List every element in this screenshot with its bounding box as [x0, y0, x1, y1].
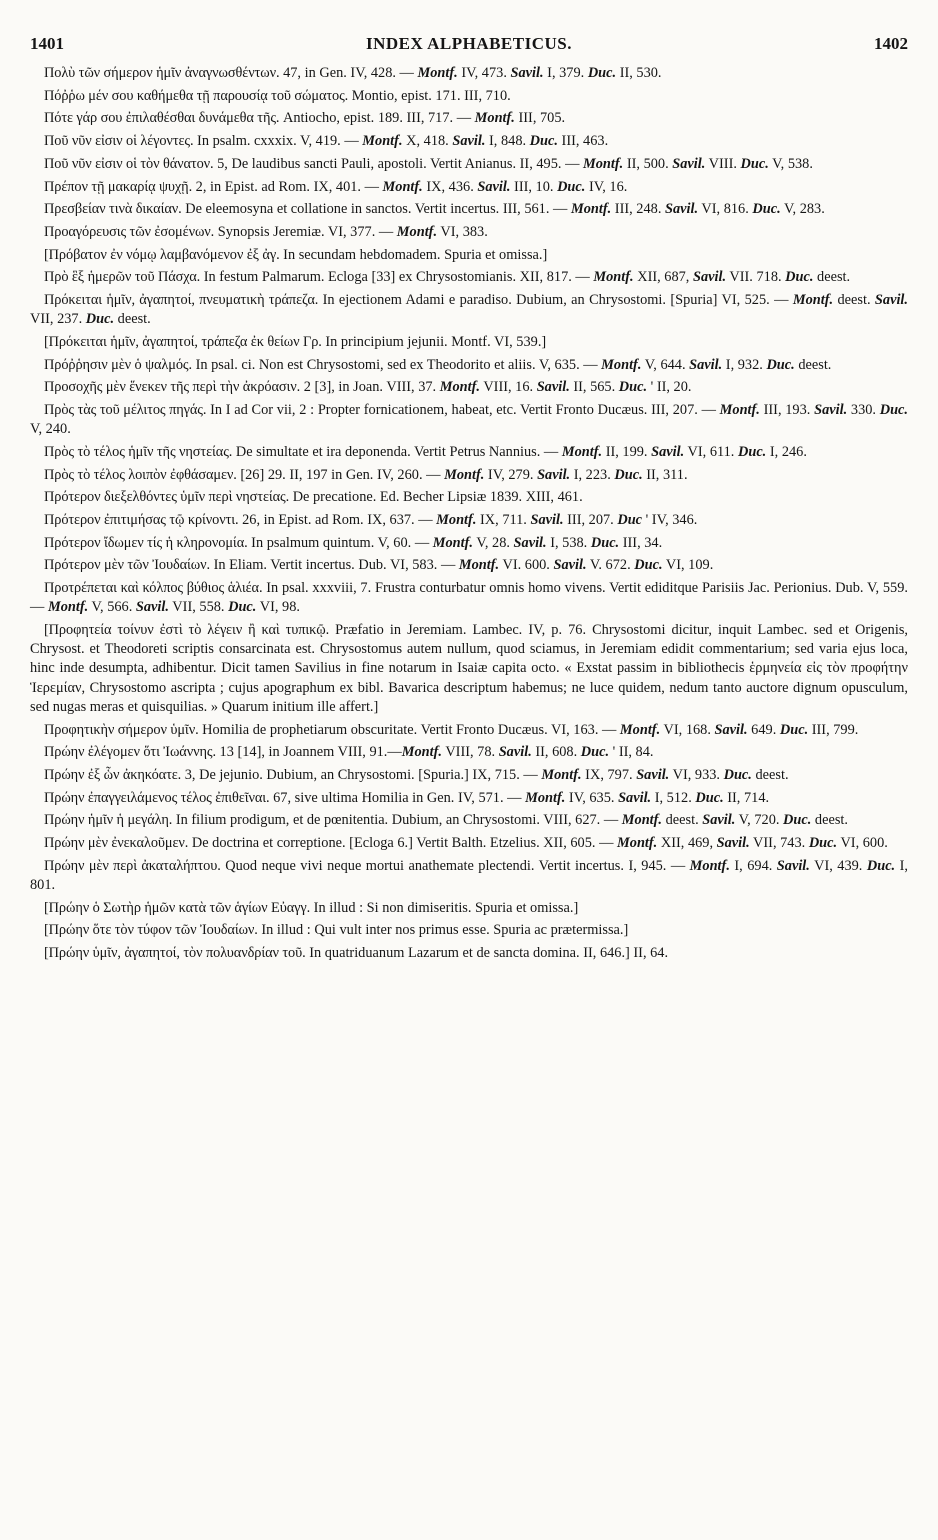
entry-reference: 5, De laudibus sancti Pauli, apostoli. Vertit Anianus. II, 495. —: [213, 155, 583, 172]
index-entry: [30, 556, 908, 575]
index-entries: [30, 64, 908, 963]
entry-incipit: Πρὸς τὸ τέλος λοιπὸν ἐφθάσαμεν.: [44, 466, 237, 483]
index-entry: [30, 721, 908, 740]
entry-incipit: Πρώην ἐπαγγειλάμενος τέλος ἐπιθεῖναι.: [44, 789, 270, 806]
ducaeus-ref: II, 311.: [642, 466, 688, 483]
savile-ref: 649.: [747, 721, 780, 738]
montfaucon-ref: VIII, 78.: [442, 744, 499, 761]
montfaucon-ref: VIII, 16.: [480, 379, 537, 396]
ducaeus-ref: VI, 98.: [256, 599, 300, 616]
ducaeus-label: Duc.: [808, 835, 838, 852]
savile-label: Savil.: [692, 269, 727, 286]
index-entry: [30, 511, 908, 530]
entry-incipit: Πρότερον διεξελθόντες ὑμῖν περὶ νηστείας.: [44, 489, 290, 506]
entry-reference: Homilia de prophetiarum obscuritate. Vertit Fronto Ducæus. VI, 163. —: [198, 721, 620, 738]
savile-ref: VII, 558.: [168, 599, 229, 616]
ducaeus-label: Duc.: [785, 269, 814, 286]
entry-incipit: Ποῦ νῦν εἰσιν οἱ λέγοντες.: [44, 133, 194, 150]
index-entry: [30, 579, 908, 617]
montfaucon-label: Montf.: [458, 557, 500, 574]
savile-ref: V. 672.: [586, 557, 635, 574]
index-entry: [30, 268, 908, 287]
montfaucon-label: Montf.: [436, 512, 477, 529]
savile-ref: VII, 237.: [30, 311, 86, 328]
entry-incipit: Ποῦ νῦν εἰσιν οἱ τὸν θάνατον.: [44, 155, 214, 172]
entry-reference: [26] 29. II, 197 in Gen. IV, 260. —: [236, 466, 445, 483]
ducaeus-ref: ' IV, 346.: [642, 512, 698, 529]
entry-incipit: Πρότερον ἐπιτιμήσας τῷ κρίνοντι.: [44, 512, 239, 529]
entry-reference: In psal. ci. Non est Chrysostomi, sed ex Theodorito et aliis. V, 635. —: [192, 356, 602, 373]
montfaucon-label: Montf.: [417, 65, 458, 81]
montfaucon-ref: II, 500.: [623, 155, 673, 172]
ducaeus-label: Duc.: [587, 65, 617, 81]
entry-incipit: [Πρώην ὁ Σωτὴρ ἡμῶν κατὰ τῶν ἁγίων Εὐαγγ.: [44, 899, 311, 916]
entry-incipit: Προτρέπεται καὶ κόλπος βύθιος ἁλιέα.: [44, 580, 263, 597]
ducaeus-label: Duc.: [695, 789, 724, 806]
index-entry: [30, 743, 908, 762]
montfaucon-label: Montf.: [619, 721, 661, 738]
entry-reference: In psalmum quintum. V, 60. —: [247, 534, 433, 551]
montfaucon-ref: IX, 711.: [476, 512, 531, 529]
index-entry: [30, 333, 908, 352]
entry-reference: In ejectionem Adami e paradiso. Dubium, an Chrysostomi. [Spuria] VI, 525. —: [318, 292, 793, 309]
montfaucon-label: Montf.: [570, 201, 612, 218]
entry-reference: 3, De jejunio. Dubium, an Chrysostomi. [Spuria.] IX, 715. —: [181, 767, 542, 783]
montfaucon-ref: XII, 687,: [633, 269, 693, 286]
entry-reference: De doctrina et correptione. [Ecloga 6.] Vertit Balth. Etzelius. XII, 605. —: [188, 835, 618, 852]
montfaucon-ref: V, 566.: [88, 599, 136, 616]
montfaucon-ref: V, 644.: [641, 356, 690, 373]
savile-label: Savil.: [776, 857, 810, 874]
ducaeus-label: Duc.: [529, 133, 558, 150]
ducaeus-ref: deest.: [751, 767, 789, 783]
montfaucon-ref: X, 418.: [402, 133, 453, 150]
montfaucon-label: Montf.: [396, 223, 438, 240]
entry-incipit: Πόῤῥω μέν σου καθήμεθα τῇ παρουσίᾳ τοῦ σώματος.: [44, 87, 349, 104]
montfaucon-ref: III, 705.: [514, 110, 566, 127]
savile-label: Savil.: [530, 512, 564, 529]
ducaeus-ref: I, 246.: [766, 443, 807, 460]
savile-ref: VII, 743.: [749, 835, 809, 852]
index-entry: [30, 944, 908, 963]
savile-ref: VI, 933.: [669, 767, 724, 783]
entry-reference: Montio, epist. 171. III, 710.: [348, 87, 511, 104]
index-entry: [30, 834, 908, 853]
entry-reference: In I ad Cor vii, 2 : Propter fornicationem, habeat, etc. Vertit Fronto Ducæus. III, 207. —: [206, 402, 720, 419]
index-entry: [30, 246, 908, 265]
montfaucon-ref: IV, 473.: [457, 65, 511, 81]
savile-ref: VI, 611.: [684, 443, 738, 460]
montfaucon-ref: VI, 168.: [660, 721, 715, 738]
index-entry: [30, 811, 908, 830]
index-entry: [30, 488, 908, 507]
page-header: [30, 34, 908, 60]
entry-reference: In illud : Qui vult inter nos primus esse. Spuria ac prætermissa.]: [257, 922, 629, 939]
savile-label: Savil.: [513, 534, 547, 551]
entry-incipit: Πρώην ἐξ ὧν ἀκηκόατε.: [44, 767, 182, 783]
savile-label: Savil.: [636, 767, 670, 783]
entry-incipit: Πρόκειται ἡμῖν, ἀγαπητοί, πνευματικὴ τράπεζα.: [44, 292, 319, 309]
montfaucon-label: Montf.: [439, 379, 480, 396]
index-entry: [30, 466, 908, 485]
savile-label: Savil.: [814, 402, 848, 419]
montfaucon-label: Montf.: [362, 133, 403, 150]
entry-reference: In festum Palmarum. Ecloga [33] ex Chrysostomianis. XII, 817. —: [200, 269, 594, 286]
entry-reference: 47, in Gen. IV, 428. —: [279, 65, 418, 81]
index-entry: [30, 223, 908, 242]
montfaucon-label: Montf.: [583, 155, 624, 172]
index-entry: [30, 155, 908, 174]
entry-incipit: Πρέπον τῇ μακαρίᾳ ψυχῇ.: [44, 178, 193, 195]
montfaucon-ref: deest.: [662, 812, 703, 829]
ducaeus-ref: deest.: [811, 812, 848, 829]
index-entry: [30, 378, 908, 397]
entry-incipit: Πρὸ ἓξ ἡμερῶν τοῦ Πάσχα.: [44, 269, 201, 286]
savile-ref: III, 207.: [563, 512, 618, 529]
ducaeus-label: Duc.: [85, 311, 115, 328]
ducaeus-ref: V, 538.: [768, 155, 813, 172]
savile-ref: 330.: [847, 402, 880, 419]
montfaucon-ref: IV, 635.: [565, 789, 619, 806]
montfaucon-label: Montf.: [601, 356, 642, 373]
ducaeus-ref: I, 801.: [30, 857, 908, 894]
entry-incipit: Πρώην ἡμῖν ἡ μεγάλη.: [44, 812, 173, 829]
savile-ref: I, 932.: [722, 356, 767, 373]
index-entry: [30, 621, 908, 717]
savile-ref: VIII.: [705, 155, 741, 172]
left-column-number: 1401: [30, 34, 64, 53]
savile-ref: II, 565.: [569, 379, 619, 396]
index-entry: [30, 766, 908, 785]
entry-reference: In psalm. cxxxix. V, 419. —: [193, 133, 363, 150]
montfaucon-ref: I, 694.: [729, 857, 777, 874]
montfaucon-ref: VI. 600.: [499, 557, 554, 574]
ducaeus-ref: deest.: [114, 311, 151, 328]
montfaucon-ref: XII, 469,: [657, 835, 717, 852]
savile-ref: I, 538.: [546, 534, 591, 551]
entry-incipit: Πρεσβείαν τινὰ δικαίαν.: [44, 201, 182, 218]
ducaeus-label: Duc.: [740, 155, 769, 172]
entry-reference: 26, in Epist. ad Rom. IX, 637. —: [238, 512, 437, 529]
savile-label: Savil.: [672, 155, 706, 172]
montfaucon-label: Montf.: [593, 269, 634, 286]
entry-reference: Antiocho, epist. 189. III, 717. —: [279, 110, 475, 127]
index-entry: [30, 356, 908, 375]
index-entry: [30, 291, 908, 329]
montfaucon-ref: IX, 436.: [422, 178, 478, 195]
index-entry: [30, 857, 908, 895]
montfaucon-label: Montf.: [561, 443, 603, 460]
savile-label: Savil.: [537, 466, 571, 483]
entry-incipit: Πρόῤῥησιν μὲν ὁ ψαλμός.: [44, 356, 192, 373]
ducaeus-ref: V, 240.: [30, 421, 71, 438]
savile-ref: VII. 718.: [726, 269, 786, 286]
entry-incipit: Πρὸς τὸ τέλος ἡμῖν τῆς νηστείας.: [44, 443, 233, 460]
entry-reference: De precatione. Ed. Becher Lipsiæ 1839. XIII, 461.: [289, 489, 583, 506]
savile-ref: I, 379.: [543, 65, 588, 81]
savile-label: Savil.: [135, 599, 169, 616]
savile-label: Savil.: [618, 789, 652, 806]
index-entry: [30, 789, 908, 808]
montfaucon-label: Montf.: [474, 110, 515, 127]
ducaeus-label: Duc.: [866, 857, 896, 874]
montfaucon-ref: deest.: [833, 292, 875, 309]
savile-label: Savil.: [477, 178, 511, 195]
savile-label: Savil.: [714, 721, 748, 738]
savile-ref: VI, 439.: [809, 857, 867, 874]
ducaeus-label: Duc.: [228, 599, 257, 616]
ducaeus-ref: ' II, 84.: [609, 744, 654, 761]
ducaeus-label: Duc.: [879, 402, 909, 419]
entry-reference: In quatriduanum Lazarum et de sancta domina. II, 646.] II, 64.: [305, 945, 669, 962]
ducaeus-ref: deest.: [794, 356, 832, 373]
ducaeus-label: Duc.: [618, 379, 648, 396]
ducaeus-ref: VI, 109.: [662, 557, 714, 574]
right-column-number: 1402: [874, 34, 908, 53]
savile-label: Savil.: [874, 292, 908, 309]
ducaeus-label: Duc.: [783, 812, 812, 829]
savile-label: Savil.: [452, 133, 486, 150]
ducaeus-label: Duc.: [557, 178, 586, 195]
ducaeus-label: Duc.: [766, 356, 795, 373]
ducaeus-ref: ' II, 20.: [647, 379, 692, 396]
montfaucon-label: Montf.: [689, 857, 730, 874]
ducaeus-label: Duc.: [614, 466, 643, 483]
entry-incipit: Πρότερον μὲν τῶν Ἰουδαίων.: [44, 557, 211, 574]
montfaucon-label: Montf.: [719, 402, 760, 419]
montfaucon-label: Montf.: [541, 767, 582, 783]
savile-ref: I, 223.: [570, 466, 615, 483]
entry-incipit: Πρὸς τὰς τοῦ μέλιτος πηγάς.: [44, 402, 207, 419]
entry-incipit: Προαγόρευσις τῶν ἐσομένων.: [44, 223, 215, 240]
entry-reference: In secundam hebdomadem. Spuria et omissa.]: [279, 246, 548, 263]
entry-incipit: [Προφητεία τοίνυν ἐστὶ τὸ λέγειν ἢ καὶ τυπικῷ.: [44, 622, 330, 639]
savile-label: Savil.: [665, 201, 699, 218]
montfaucon-label: Montf.: [444, 466, 485, 483]
index-entry: [30, 401, 908, 439]
entry-reference: Præfatio in Jeremiam. Lambec. IV, p. 76. Chrysostomi dicitur, inquit Lambec. sed et Origenis, Chrysost. et Theodoreti scriptis consarcinata est. Chrysostomus autem nullum, quod sciamus, in Jeremiam edidit commentarium; sed varia ejus loca, hinc inde desumpta, adhibentur. Dicit tamen Savilius in fine notarum in Isaiæ capita octo. « Exstat passim in bibliothecis ἑρμηνεία εἰς τὸν προφήτην Ἱερεμίαν, Chrysostomo ascripta ; cujus apographum ex bibl. Bavarica descriptum habemus; ne luce quidem, nedum tanto auctore dignum opusculum, sed nugas meras et quisquilias. » Quarum initium ille affert.]: [30, 622, 908, 715]
savile-label: Savil.: [510, 65, 544, 81]
entry-reference: In Eliam. Vertit incertus. Dub. VI, 583. —: [210, 557, 459, 574]
entry-reference: 13 [14], in Joannem VIII, 91.—: [215, 744, 402, 761]
ducaeus-ref: II, 530.: [616, 65, 662, 81]
montfaucon-ref: IX, 797.: [581, 767, 637, 783]
savile-label: Savil.: [651, 443, 685, 460]
montfaucon-label: Montf.: [525, 789, 566, 806]
ducaeus-label: Duc.: [723, 767, 752, 783]
entry-incipit: Πρώην μὲν ἐνεκαλοῦμεν.: [44, 835, 189, 852]
entry-reference: De eleemosyna et collatione in sanctos. Vertit incertus. III, 561. —: [181, 201, 571, 218]
savile-ref: I, 512.: [651, 789, 696, 806]
entry-incipit: [Πρόβατον ἐν νόμῳ λαμβανόμενον ἐξ ἀγ.: [44, 246, 280, 263]
entry-reference: In filium prodigum, et de pœnitentia. Dubium, an Chrysostomi. VIII, 627. —: [172, 812, 622, 829]
entry-reference: De simultate et ira deponenda. Vertit Petrus Nannius. —: [232, 443, 562, 460]
ducaeus-label: Duc.: [634, 557, 663, 574]
montfaucon-ref: III, 248.: [611, 201, 665, 218]
ducaeus-ref: V, 283.: [780, 201, 825, 218]
entry-incipit: Πρότερον ἴδωμεν τίς ἡ κληρονομία.: [44, 534, 248, 551]
entry-incipit: Πρώην ἐλέγομεν ὅτι Ἰωάννης.: [44, 744, 216, 761]
entry-incipit: Πολὺ τῶν σήμερον ἡμῖν ἀναγνωσθέντων.: [44, 65, 280, 81]
entry-reference: In principium jejunii. Montf. VI, 539.]: [321, 333, 547, 350]
savile-ref: I, 848.: [485, 133, 530, 150]
ducaeus-ref: III, 34.: [619, 534, 663, 551]
index-entry: [30, 87, 908, 106]
savile-ref: II, 608.: [531, 744, 581, 761]
savile-label: Savil.: [689, 356, 723, 373]
index-entry: [30, 178, 908, 197]
ducaeus-ref: IV, 16.: [585, 178, 628, 195]
montfaucon-label: Montf.: [792, 292, 834, 309]
ducaeus-ref: deest.: [813, 269, 851, 286]
ducaeus-label: Duc: [617, 512, 643, 529]
entry-reference: Synopsis Jeremiæ. VI, 377. —: [214, 223, 397, 240]
index-entry: [30, 109, 908, 128]
entry-incipit: Πότε γάρ σου ἐπιλαθέσθαι δυνάμεθα τῆς.: [44, 110, 280, 127]
savile-ref: III, 10.: [510, 178, 558, 195]
ducaeus-label: Duc.: [590, 534, 620, 551]
ducaeus-ref: III, 463.: [557, 133, 609, 150]
montfaucon-label: Montf.: [621, 812, 663, 829]
savile-label: Savil.: [553, 557, 587, 574]
entry-reference: 2, in Epist. ad Rom. IX, 401. —: [192, 178, 383, 195]
montfaucon-ref: VI, 383.: [437, 223, 488, 240]
entry-incipit: [Πρώην ὑμῖν, ἀγαπητοί, τὸν πολυανδρίαν τοῦ.: [44, 945, 306, 962]
entry-reference: 67, sive ultima Homilia in Gen. IV, 571. —: [269, 789, 526, 806]
montfaucon-ref: V, 28.: [473, 534, 514, 551]
montfaucon-label: Montf.: [617, 835, 658, 852]
montfaucon-label: Montf.: [47, 599, 89, 616]
ducaeus-ref: II, 714.: [723, 789, 770, 806]
entry-reference: In illud : Si non dimiseritis. Spuria et omissa.]: [310, 899, 579, 916]
montfaucon-label: Montf.: [401, 744, 442, 761]
entry-reference: Quod neque vivi neque mortui anathemate plectendi. Vertit incertus. I, 945. —: [220, 857, 690, 874]
page-title: INDEX ALPHABETICUS.: [366, 34, 572, 53]
entry-reference: 2 [3], in Joan. VIII, 37.: [300, 379, 440, 396]
index-entry: [30, 132, 908, 151]
montfaucon-ref: IV, 279.: [484, 466, 538, 483]
savile-label: Savil.: [716, 835, 750, 852]
montfaucon-ref: II, 199.: [602, 443, 652, 460]
montfaucon-ref: III, 193.: [759, 402, 815, 419]
ducaeus-label: Duc.: [779, 721, 809, 738]
index-entry: [30, 534, 908, 553]
index-entry: [30, 899, 908, 918]
entry-incipit: Πρώην μὲν περὶ ἀκαταλήπτου.: [44, 857, 221, 874]
entry-incipit: [Πρώην ὅτε τὸν τύφον τῶν Ἰουδαίων.: [44, 922, 258, 939]
entry-reference: In psal. xxxviii, 7. Frustra conturbatur omnis homo vivens. Vertit ediditque Parisiis Jac. Perionius. Dub. V, 559. —: [30, 580, 908, 616]
index-entry: [30, 921, 908, 940]
entry-incipit: [Πρόκειται ἡμῖν, ἀγαπητοί, τράπεζα ἐκ θείων Γρ.: [44, 333, 322, 350]
entry-incipit: Προφητικὴν σήμερον ὑμῖν.: [44, 721, 199, 738]
savile-ref: VI, 816.: [698, 201, 753, 218]
ducaeus-label: Duc.: [737, 443, 767, 460]
ducaeus-label: Duc.: [752, 201, 781, 218]
savile-label: Savil.: [536, 379, 570, 396]
montfaucon-label: Montf.: [432, 534, 474, 551]
savile-ref: V, 720.: [735, 812, 784, 829]
savile-label: Savil.: [702, 812, 736, 829]
index-entry: [30, 443, 908, 462]
ducaeus-ref: VI, 600.: [837, 835, 888, 852]
index-entry: [30, 64, 908, 83]
montfaucon-label: Montf.: [382, 178, 423, 195]
entry-incipit: Προσοχῆς μὲν ἕνεκεν τῆς περὶ τὴν ἀκρόασιν.: [44, 379, 301, 396]
ducaeus-label: Duc.: [580, 744, 610, 761]
savile-label: Savil.: [498, 744, 532, 761]
index-entry: [30, 200, 908, 219]
ducaeus-ref: III, 799.: [808, 721, 859, 738]
